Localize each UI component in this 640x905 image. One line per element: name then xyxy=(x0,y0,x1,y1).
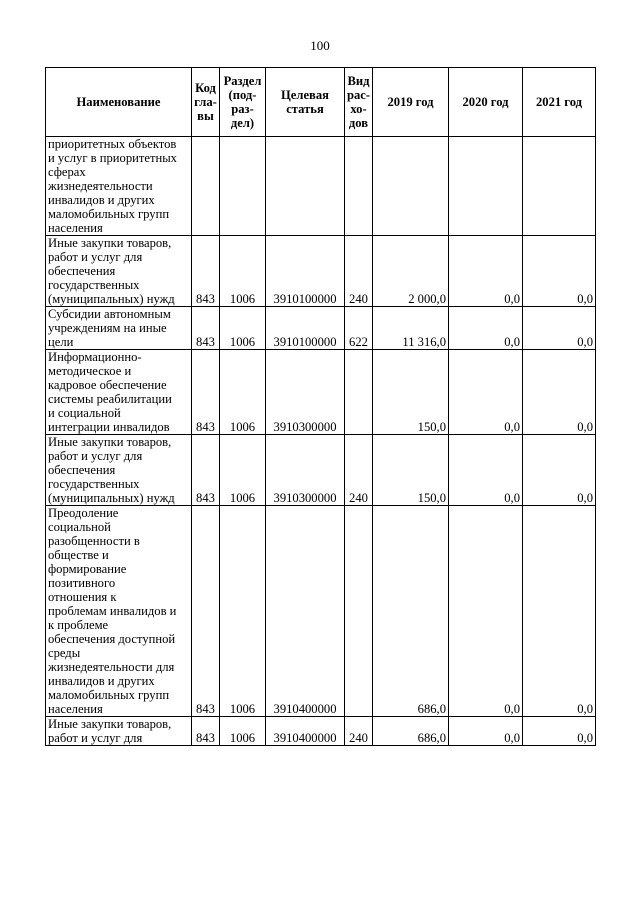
cell-chapter-code: 843 xyxy=(192,350,220,435)
cell-2020 xyxy=(449,137,523,236)
cell-name: Иные закупки товаров, работ и услуг для обеспечения государственных (муниципальных) нужд xyxy=(46,236,192,307)
table-row xyxy=(46,506,596,717)
cell-2019: 150,0 xyxy=(373,435,449,506)
cell-2021: 0,0 xyxy=(523,307,596,350)
cell-expense-type: 622 xyxy=(345,307,373,350)
cell-2021 xyxy=(523,137,596,236)
cell-section: 1006 xyxy=(220,435,266,506)
cell-expense-type xyxy=(345,350,373,435)
budget-table xyxy=(45,67,596,746)
cell-chapter-code: 843 xyxy=(192,236,220,307)
cell-2020: 0,0 xyxy=(449,435,523,506)
cell-section: 1006 xyxy=(220,236,266,307)
cell-chapter-code: 843 xyxy=(192,435,220,506)
cell-target-article: 3910100000 xyxy=(266,236,345,307)
cell-target-article: 3910300000 xyxy=(266,350,345,435)
cell-section: 1006 xyxy=(220,717,266,746)
table-row xyxy=(46,307,596,350)
cell-chapter-code xyxy=(192,137,220,236)
cell-2019: 150,0 xyxy=(373,350,449,435)
cell-2021: 0,0 xyxy=(523,717,596,746)
header-expense-type: Вид рас- хо- дов xyxy=(345,68,373,137)
cell-name: Преодоление социальной разобщенности в обществе и формирование позитивного отношения к проблемам инвалидов и к проблеме обеспечения доступной среды жизнедеятельности для инвалидов и других маломобильных групп населения xyxy=(46,506,192,717)
header-section: Раздел (под- раз- дел) xyxy=(220,68,266,137)
cell-2021: 0,0 xyxy=(523,236,596,307)
cell-expense-type xyxy=(345,506,373,717)
header-chapter-code: Код гла- вы xyxy=(192,68,220,137)
cell-2019: 2 000,0 xyxy=(373,236,449,307)
cell-2021: 0,0 xyxy=(523,350,596,435)
header-2021: 2021 год xyxy=(523,68,596,137)
cell-chapter-code: 843 xyxy=(192,307,220,350)
table-row xyxy=(46,435,596,506)
cell-target-article xyxy=(266,137,345,236)
header-2020: 2020 год xyxy=(449,68,523,137)
cell-2021: 0,0 xyxy=(523,435,596,506)
header-row xyxy=(46,68,596,137)
header-2019: 2019 год xyxy=(373,68,449,137)
table-row xyxy=(46,350,596,435)
cell-name: приоритетных объектов и услуг в приоритетных сферах жизнедеятельности инвалидов и других маломобильных групп населения xyxy=(46,137,192,236)
cell-2020: 0,0 xyxy=(449,717,523,746)
header-name: Наименование xyxy=(46,68,192,137)
cell-target-article: 3910400000 xyxy=(266,506,345,717)
cell-name: Информационно- методическое и кадровое обеспечение системы реабилитации и социальной интеграции инвалидов xyxy=(46,350,192,435)
cell-section xyxy=(220,137,266,236)
cell-name: Иные закупки товаров, работ и услуг для xyxy=(46,717,192,746)
page-number: 100 xyxy=(310,38,330,53)
cell-section: 1006 xyxy=(220,350,266,435)
cell-target-article: 3910400000 xyxy=(266,717,345,746)
table-row xyxy=(46,137,596,236)
cell-chapter-code: 843 xyxy=(192,506,220,717)
cell-expense-type: 240 xyxy=(345,435,373,506)
cell-target-article: 3910100000 xyxy=(266,307,345,350)
cell-2019: 686,0 xyxy=(373,717,449,746)
table-row xyxy=(46,236,596,307)
cell-name: Иные закупки товаров, работ и услуг для обеспечения государственных (муниципальных) нужд xyxy=(46,435,192,506)
cell-2020: 0,0 xyxy=(449,506,523,717)
cell-2020: 0,0 xyxy=(449,307,523,350)
cell-expense-type xyxy=(345,137,373,236)
cell-section: 1006 xyxy=(220,307,266,350)
cell-expense-type: 240 xyxy=(345,236,373,307)
cell-2020: 0,0 xyxy=(449,236,523,307)
cell-2019 xyxy=(373,137,449,236)
cell-name: Субсидии автономным учреждениям на иные цели xyxy=(46,307,192,350)
table-row xyxy=(46,717,596,746)
cell-section: 1006 xyxy=(220,506,266,717)
cell-2019: 11 316,0 xyxy=(373,307,449,350)
cell-expense-type: 240 xyxy=(345,717,373,746)
cell-2020: 0,0 xyxy=(449,350,523,435)
cell-chapter-code: 843 xyxy=(192,717,220,746)
cell-target-article: 3910300000 xyxy=(266,435,345,506)
header-target-article: Целевая статья xyxy=(266,68,345,137)
cell-2021: 0,0 xyxy=(523,506,596,717)
cell-2019: 686,0 xyxy=(373,506,449,717)
